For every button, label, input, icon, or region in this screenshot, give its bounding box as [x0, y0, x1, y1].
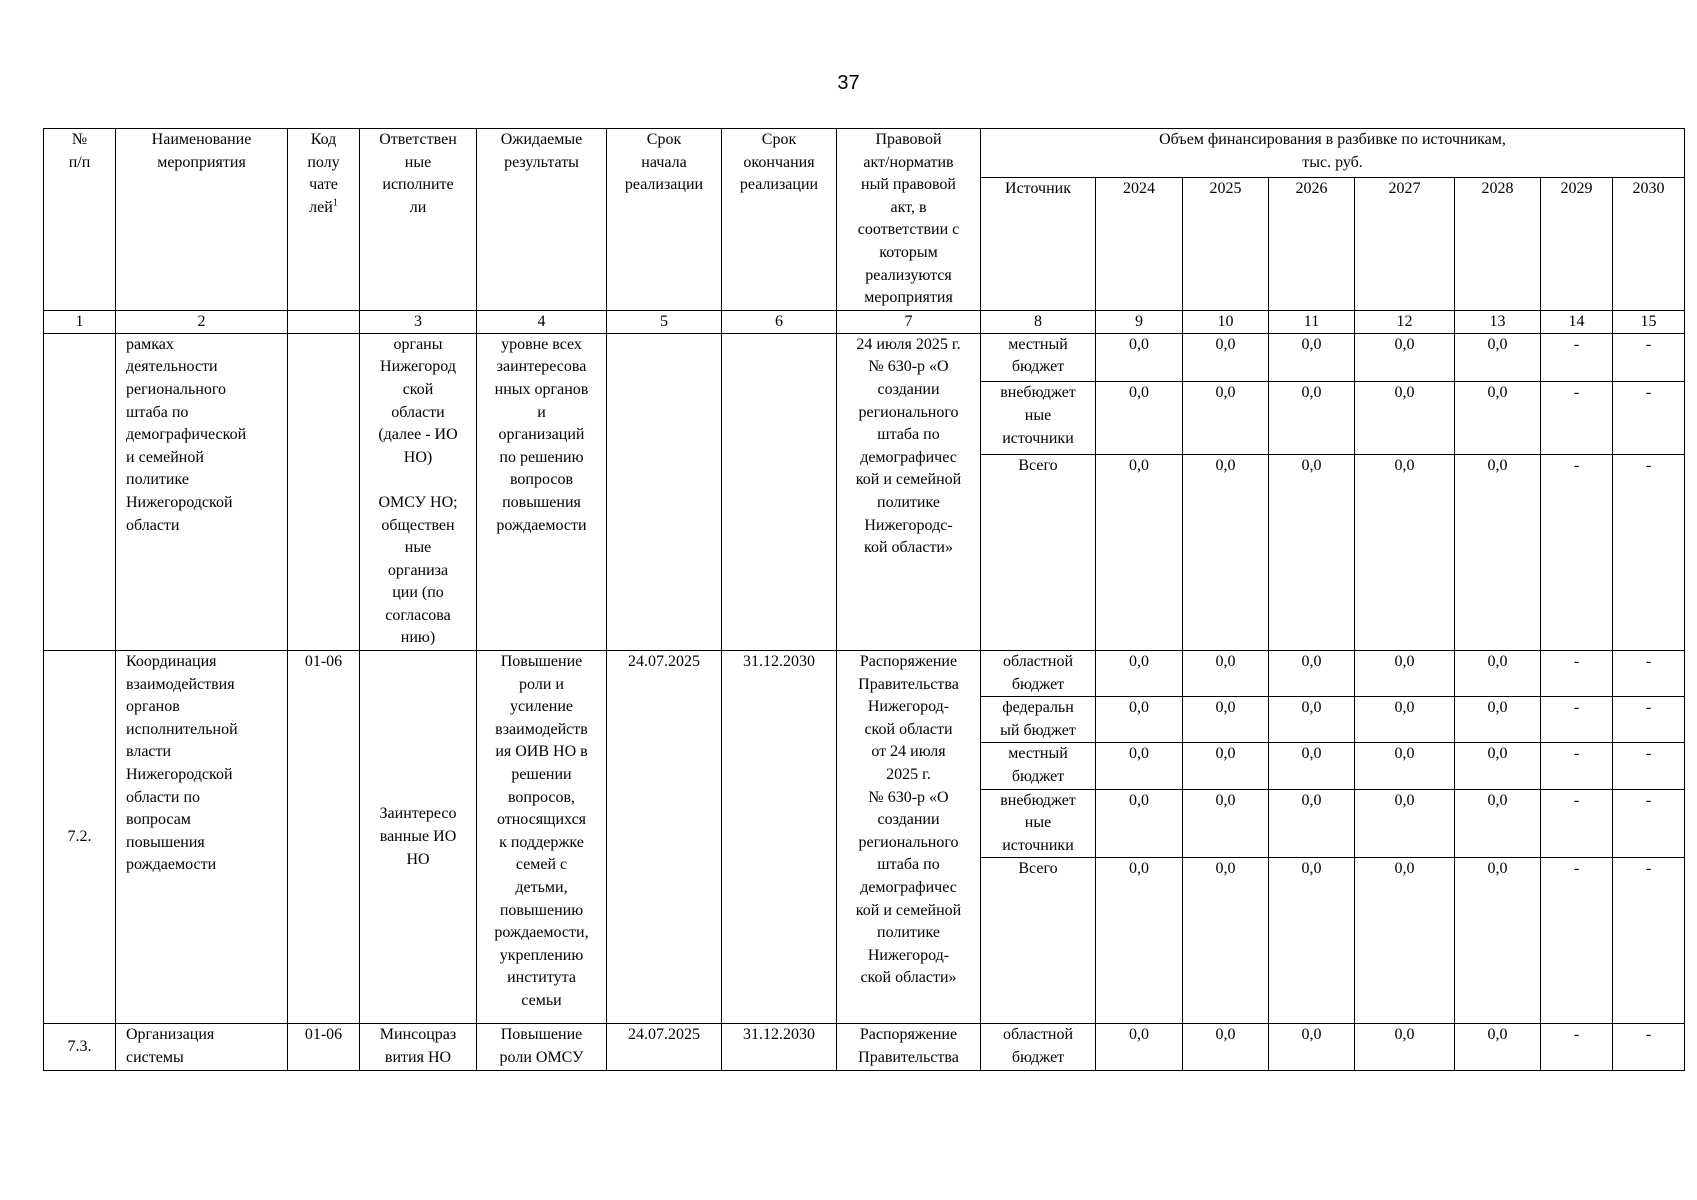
finance-source — [981, 858, 1096, 1024]
row-results-line: рождаемости, — [494, 924, 589, 942]
header-name-line: Наименование — [151, 131, 252, 148]
row-legal-act-line: от 24 июля — [871, 743, 946, 761]
row-name-line: рождаемости — [126, 856, 217, 874]
row-responsible-line: обществен — [381, 516, 455, 534]
row-name-line: Организация — [126, 1026, 215, 1044]
column-number: 2 — [116, 310, 288, 333]
finance-source-line: Всего — [1018, 456, 1058, 474]
finance-value: 0,0 — [1355, 858, 1455, 1024]
row-responsible-line: согласова — [385, 606, 451, 624]
row-name-line: взаимодействия — [126, 675, 235, 693]
row-legal-act — [837, 1024, 981, 1070]
finance-value: 0,0 — [1183, 333, 1269, 382]
row-legal-act-line: кой и семейной — [855, 901, 962, 919]
finance-value: 0,0 — [1269, 858, 1355, 1024]
finance-value: 0,0 — [1269, 1024, 1355, 1070]
header-year: 2029 — [1541, 178, 1613, 311]
finance-source-line: внебюджет — [1000, 791, 1076, 809]
row-name-line: повышения — [126, 833, 205, 851]
row-name — [116, 651, 288, 1024]
row-responsible-line: НО) — [403, 448, 433, 466]
finance-source-line: источники — [1002, 836, 1074, 854]
row-legal-act — [837, 651, 981, 1024]
finance-source-line: Всего — [1018, 860, 1058, 878]
row-responsible-line: вития НО — [384, 1049, 452, 1066]
finance-value: 0,0 — [1355, 697, 1455, 743]
finance-value: 0,0 — [1183, 743, 1269, 789]
row-results-line: относящихся — [496, 811, 587, 829]
finance-value: 0,0 — [1183, 454, 1269, 650]
row-responsible-line: НО — [406, 850, 430, 868]
row-legal-act-line: 2025 г. — [886, 766, 931, 784]
row-results-line: укреплению — [499, 946, 584, 964]
row-results — [477, 1024, 607, 1070]
row-results-line: вопросов — [509, 471, 574, 489]
header-legal-act — [837, 129, 981, 311]
header-code-line: лей$^1$ — [309, 197, 338, 216]
row-number: 7.2. — [44, 651, 116, 1024]
column-number: 11 — [1269, 310, 1355, 333]
finance-source-line: бюджет — [1011, 768, 1065, 786]
finance-source — [981, 743, 1096, 789]
finance-value: 0,0 — [1269, 454, 1355, 650]
finance-value: 0,0 — [1455, 743, 1541, 789]
table-body — [44, 310, 1685, 1070]
finance-source — [981, 454, 1096, 650]
row-results-line: повышения — [502, 493, 581, 511]
finance-source-line: областной — [1002, 1026, 1074, 1044]
column-number: 10 — [1183, 310, 1269, 333]
header-start-line: начала — [641, 153, 687, 171]
finance-value: 0,0 — [1455, 382, 1541, 455]
row-responsible — [360, 651, 477, 1024]
row-responsible-line: ции (по — [392, 584, 444, 602]
row-results-line: решении — [511, 766, 572, 784]
row-results-line: нных органов — [494, 380, 589, 398]
row-legal-act-line: ской области — [864, 720, 953, 738]
column-number: 1 — [44, 310, 116, 333]
row-results-line: взаимодейств — [495, 720, 588, 738]
header-responsible-line: Ответствен — [379, 131, 457, 148]
header-start-line: реализации — [624, 176, 704, 194]
finance-value: 0,0 — [1183, 651, 1269, 697]
finance-value: - — [1541, 1024, 1613, 1070]
column-number: 3 — [360, 310, 477, 333]
finance-source-line: внебюджет — [1000, 384, 1076, 402]
row-legal-act-line: кой области» — [863, 539, 953, 557]
finance-source-line: областной — [1002, 653, 1074, 671]
table-row — [44, 651, 1685, 697]
financing-table — [43, 128, 1685, 1071]
finance-value: 0,0 — [1355, 789, 1455, 858]
row-results-line: к поддержке — [499, 833, 584, 851]
finance-source-line: бюджет — [1011, 675, 1065, 693]
header-code-footnote: 1 — [332, 197, 338, 209]
finance-value: 0,0 — [1096, 651, 1183, 697]
finance-value: - — [1613, 697, 1685, 743]
header-legal-act-line: реализуются — [865, 266, 952, 284]
row-name-line: области по — [126, 788, 201, 806]
header-year: 2026 — [1269, 178, 1355, 311]
header-code-line: полу — [307, 153, 340, 171]
header-legal-act-line: мероприятия — [864, 289, 953, 307]
column-number — [288, 310, 360, 333]
row-legal-act-line: Нижегород- — [867, 698, 950, 716]
row-legal-act-line: Правительства — [858, 675, 959, 693]
header-legal-act-line: которым — [879, 243, 938, 261]
finance-source-line: федеральн — [1002, 699, 1074, 717]
row-legal-act-line: Нижегородс- — [864, 516, 953, 534]
finance-value: 0,0 — [1355, 1024, 1455, 1070]
page-number: 37 — [837, 72, 860, 94]
row-name-line: власти — [126, 743, 172, 761]
column-number: 5 — [607, 310, 722, 333]
row-name-line: штаба по — [126, 403, 189, 421]
row-responsible-line: организа — [387, 561, 449, 579]
row-legal-act-line: создании — [877, 380, 940, 398]
row-end-date — [722, 333, 837, 650]
finance-value: 0,0 — [1455, 333, 1541, 382]
finance-value: 0,0 — [1455, 789, 1541, 858]
finance-source-line: бюджет — [1011, 1049, 1065, 1066]
header-year: 2030 — [1613, 178, 1685, 311]
header-financing-line: Объем финансирования в разбивке по источникам, — [1159, 131, 1506, 148]
column-number: 15 — [1613, 310, 1685, 333]
row-legal-act-line: политике — [877, 493, 940, 511]
header-financing-line: тыс. руб. — [1302, 153, 1363, 171]
row-code: 01-06 — [288, 1024, 360, 1070]
finance-value: 0,0 — [1355, 743, 1455, 789]
finance-source-line: источники — [1002, 429, 1074, 447]
row-name-line: и семейной — [126, 448, 204, 466]
row-legal-act-line: регионального — [858, 403, 959, 421]
row-responsible-line: ные — [404, 539, 432, 557]
finance-value: - — [1541, 697, 1613, 743]
column-number: 6 — [722, 310, 837, 333]
finance-value: 0,0 — [1183, 697, 1269, 743]
finance-value: 0,0 — [1455, 858, 1541, 1024]
row-responsible-line: органы — [393, 335, 443, 353]
row-legal-act-line: демографичес — [860, 448, 957, 466]
row-legal-act-line: штаба по — [877, 856, 940, 874]
header-source: Источник — [981, 178, 1096, 311]
finance-value: 0,0 — [1355, 651, 1455, 697]
row-end-date: 31.12.2030 — [722, 651, 837, 1024]
row-start-date — [607, 333, 722, 650]
finance-source — [981, 1024, 1096, 1070]
row-name-line: регионального — [126, 380, 227, 398]
header-responsible — [360, 129, 477, 311]
row-name-line: демографической — [126, 426, 247, 444]
header-legal-act-line: Правовой — [875, 131, 942, 148]
header-code-line: чате — [309, 176, 338, 194]
finance-source — [981, 651, 1096, 697]
header-name-line: мероприятия — [157, 153, 246, 171]
row-name-line: системы — [126, 1049, 184, 1066]
finance-value: 0,0 — [1183, 858, 1269, 1024]
header-results-line: результаты — [504, 153, 579, 171]
table-row — [44, 1024, 1685, 1070]
finance-value: - — [1613, 789, 1685, 858]
row-responsible-line: (далее - ИО — [378, 426, 458, 444]
finance-value: 0,0 — [1096, 697, 1183, 743]
finance-source-line: ные — [1024, 814, 1052, 832]
finance-value: - — [1541, 743, 1613, 789]
finance-source-line: местный — [1008, 745, 1068, 763]
row-results-line: заинтересова — [496, 358, 587, 376]
finance-source — [981, 697, 1096, 743]
row-name — [116, 333, 288, 650]
row-legal-act-line: 24 июля 2025 г. — [856, 335, 961, 353]
finance-value: 0,0 — [1183, 1024, 1269, 1070]
finance-value: 0,0 — [1269, 697, 1355, 743]
header-results-line: Ожидаемые — [500, 131, 583, 148]
column-number: 8 — [981, 310, 1096, 333]
finance-source — [981, 789, 1096, 858]
finance-value: 0,0 — [1269, 333, 1355, 382]
header-row-1 — [44, 129, 1685, 178]
row-name-line: Координация — [126, 653, 217, 671]
finance-value: 0,0 — [1455, 454, 1541, 650]
header-num-line: п/п — [68, 153, 91, 171]
finance-value: - — [1541, 454, 1613, 650]
row-name-line: органов — [126, 698, 180, 716]
row-responsible — [360, 1024, 477, 1070]
finance-value: - — [1613, 743, 1685, 789]
row-name-line: политике — [126, 471, 189, 489]
row-results-line: семей с — [515, 856, 568, 874]
header-num — [44, 129, 116, 311]
row-results-line: роли ОМСУ — [499, 1049, 584, 1066]
row-code — [288, 333, 360, 650]
header-end — [722, 129, 837, 311]
row-responsible-line: Нижегород — [380, 358, 456, 376]
finance-value: 0,0 — [1455, 1024, 1541, 1070]
row-legal-act-line: Распоряжение — [859, 653, 958, 671]
header-end-line: окончания — [743, 153, 815, 171]
finance-value: 0,0 — [1269, 789, 1355, 858]
row-name-line: вопросам — [126, 811, 191, 829]
header-results — [477, 129, 607, 311]
header-year: 2027 — [1355, 178, 1455, 311]
row-responsible-line: Заинтересо — [379, 805, 457, 823]
finance-value: - — [1541, 789, 1613, 858]
header-start — [607, 129, 722, 311]
column-number: 14 — [1541, 310, 1613, 333]
row-results-line: детьми, — [515, 879, 568, 896]
row-legal-act-line: Распоряжение — [859, 1026, 958, 1044]
column-number: 12 — [1355, 310, 1455, 333]
finance-value: - — [1613, 858, 1685, 1024]
finance-source-line: ные — [1024, 407, 1052, 425]
row-legal-act-line: Правительства — [858, 1049, 959, 1066]
finance-source — [981, 333, 1096, 382]
finance-value: 0,0 — [1355, 382, 1455, 455]
finance-value: - — [1613, 333, 1685, 382]
row-responsible-line: ОМСУ НО; — [378, 493, 458, 511]
finance-value: 0,0 — [1183, 789, 1269, 858]
row-legal-act-line: регионального — [858, 833, 959, 851]
header-end-line: Срок — [761, 131, 797, 148]
row-results-line: по решению — [499, 448, 584, 466]
finance-value: 0,0 — [1096, 789, 1183, 858]
row-name-line: рамках — [126, 335, 174, 353]
finance-value: 0,0 — [1096, 382, 1183, 455]
row-legal-act-line: № 630-р «О — [868, 358, 949, 376]
row-start-date: 24.07.2025 — [607, 651, 722, 1024]
row-results — [477, 651, 607, 1024]
row-name-line: области — [126, 516, 180, 534]
header-year: 2025 — [1183, 178, 1269, 311]
header-legal-act-line: ный правовой — [861, 176, 956, 194]
finance-value: - — [1541, 858, 1613, 1024]
row-results-line: роли и — [519, 675, 564, 693]
row-name-line: исполнительной — [126, 720, 238, 738]
finance-value: 0,0 — [1455, 651, 1541, 697]
row-name-line: деятельности — [126, 358, 218, 376]
header-responsible-line: исполните — [382, 176, 454, 194]
row-legal-act-line: политике — [877, 924, 940, 942]
finance-value: 0,0 — [1455, 697, 1541, 743]
header-code — [288, 129, 360, 311]
header-year: 2024 — [1096, 178, 1183, 311]
finance-value: 0,0 — [1096, 454, 1183, 650]
finance-value: - — [1613, 651, 1685, 697]
header-responsible-line: ли — [409, 198, 427, 216]
column-number: 13 — [1455, 310, 1541, 333]
row-legal-act-line: штаба по — [877, 426, 940, 444]
row-name — [116, 1024, 288, 1070]
row-code: 01-06 — [288, 651, 360, 1024]
row-results-line: вопросов, — [507, 788, 576, 806]
row-end-date: 31.12.2030 — [722, 1024, 837, 1070]
finance-source-line: ый бюджет — [1000, 721, 1076, 739]
finance-value: 0,0 — [1269, 382, 1355, 455]
finance-value: - — [1541, 382, 1613, 455]
row-results — [477, 333, 607, 650]
row-name-line: Нижегородской — [126, 493, 233, 511]
row-legal-act-line: ской области» — [860, 969, 957, 987]
column-number: 4 — [477, 310, 607, 333]
row-responsible-line: области — [391, 403, 445, 421]
row-responsible-line: нию) — [400, 629, 436, 647]
finance-value: - — [1613, 1024, 1685, 1070]
header-responsible-line: ные — [404, 153, 432, 171]
row-results-line: Повышение — [500, 653, 583, 671]
finance-value: 0,0 — [1096, 1024, 1183, 1070]
row-results-line: ия ОИВ НО в — [495, 743, 588, 761]
row-results-line: повышению — [499, 901, 584, 919]
row-legal-act-line: № 630-р «О — [868, 788, 949, 806]
header-financing — [981, 129, 1685, 178]
row-legal-act-line: демографичес — [860, 879, 957, 896]
row-results-line: института — [507, 969, 576, 987]
finance-value: 0,0 — [1355, 333, 1455, 382]
row-results-line: семьи — [521, 991, 562, 1009]
header-legal-act-line: соответствии с — [857, 221, 960, 239]
row-responsible — [360, 333, 477, 650]
header-name — [116, 129, 288, 311]
table-header — [44, 129, 1685, 311]
row-number: 7.3. — [44, 1024, 116, 1070]
finance-value: 0,0 — [1183, 382, 1269, 455]
table-row — [44, 333, 1685, 382]
row-results-line: Повышение — [500, 1026, 583, 1044]
header-start-line: Срок — [646, 131, 682, 148]
finance-value: - — [1541, 651, 1613, 697]
row-results-line: уровне всех — [501, 335, 582, 353]
header-num-line: № — [71, 131, 88, 148]
header-end-line: реализации — [739, 176, 819, 194]
header-legal-act-line: акт, в — [890, 198, 927, 216]
finance-source-line: местный — [1008, 335, 1068, 353]
row-responsible-line: Минсоцраз — [379, 1026, 457, 1044]
finance-value: - — [1613, 382, 1685, 455]
column-number: 7 — [837, 310, 981, 333]
row-legal-act-line: Нижегород- — [867, 946, 950, 964]
finance-value: 0,0 — [1096, 743, 1183, 789]
finance-value: 0,0 — [1355, 454, 1455, 650]
row-responsible-line — [363, 469, 473, 492]
row-responsible-line: ской — [402, 380, 434, 398]
finance-value: - — [1613, 454, 1685, 650]
column-number: 9 — [1096, 310, 1183, 333]
finance-value: 0,0 — [1269, 743, 1355, 789]
row-results-line: организаций — [498, 426, 585, 444]
header-legal-act-line: акт/норматив — [863, 153, 954, 171]
row-number — [44, 333, 116, 650]
row-legal-act-line: кой и семейной — [855, 471, 962, 489]
row-results-line: рождаемости — [496, 516, 587, 534]
header-year: 2028 — [1455, 178, 1541, 311]
row-results-line: и — [537, 403, 546, 421]
finance-value: - — [1541, 333, 1613, 382]
row-responsible-line: ванные ИО — [379, 827, 457, 845]
finance-source-line: бюджет — [1011, 358, 1065, 376]
finance-value: 0,0 — [1269, 651, 1355, 697]
finance-source — [981, 382, 1096, 455]
finance-value: 0,0 — [1096, 858, 1183, 1024]
row-results-line: усиление — [510, 698, 573, 716]
row-legal-act — [837, 333, 981, 650]
column-number-row — [44, 310, 1685, 333]
header-code-line: Код — [310, 131, 337, 148]
row-legal-act-line: создании — [877, 811, 940, 829]
row-start-date: 24.07.2025 — [607, 1024, 722, 1070]
finance-value: 0,0 — [1096, 333, 1183, 382]
row-name-line: Нижегородской — [126, 766, 233, 784]
